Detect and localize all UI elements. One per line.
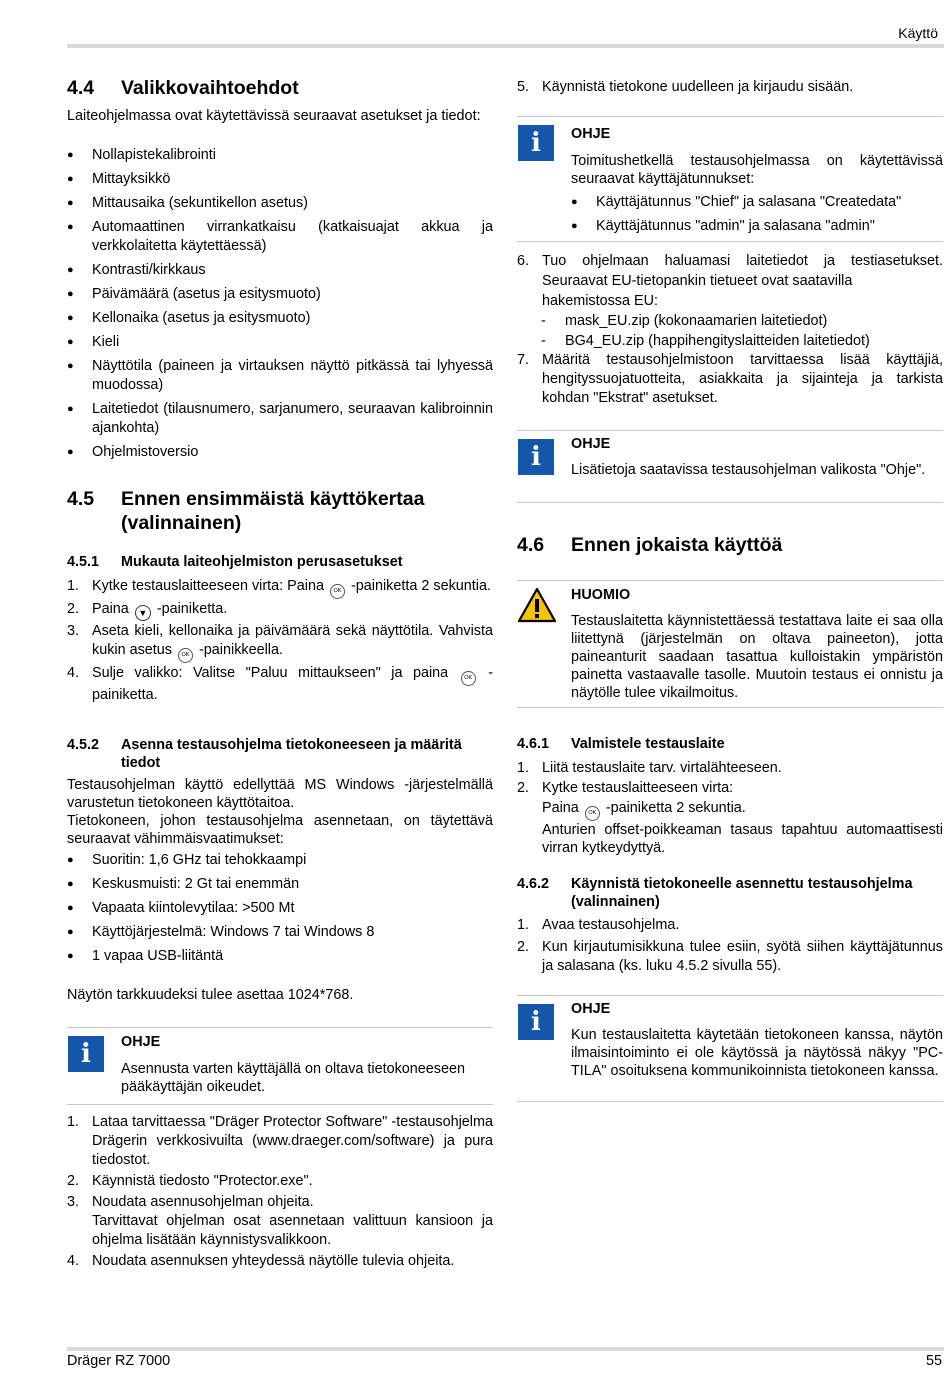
prepare-steps bbox=[517, 758, 943, 857]
note-box bbox=[517, 430, 943, 503]
note-box bbox=[67, 1027, 493, 1105]
list-item: ● Keskusmuisti: 2 Gt tai enemmän bbox=[67, 875, 493, 894]
ok-button-icon: OK bbox=[330, 584, 345, 599]
section-heading-4-5: 4.5 Ennen ensimmäistä käyttökertaa (valinnainen) bbox=[67, 488, 425, 534]
subsection-heading-4-6-1: 4.6.1 Valmistele testauslaite bbox=[517, 736, 725, 752]
file-item: - BG4_EU.zip (happihengityslaitteiden laitetiedot) bbox=[541, 333, 870, 349]
list-item: 4. Sulje valikko: Valitse "Paluu mittaukseen" ja paina OK -painiketta. bbox=[67, 665, 494, 703]
import-steps bbox=[517, 251, 943, 408]
install-steps bbox=[67, 1113, 493, 1271]
warning-title: HUOMIO bbox=[571, 587, 631, 603]
note-text: Lisätietoja saatavissa testausohjelman valikosta "Ohje". bbox=[571, 462, 926, 478]
info-icon: i bbox=[518, 439, 554, 475]
footer-rule bbox=[67, 1347, 944, 1351]
paragraph: Tietokoneen, johon testausohjelma asennetaan, on täytettävä seuraavat vähimmäisvaatimukset: bbox=[67, 813, 493, 847]
warning-icon bbox=[517, 587, 557, 623]
list-item: ● Mittausaika (sekuntikellon asetus) bbox=[67, 194, 493, 213]
warning-box bbox=[517, 580, 943, 708]
list-item: 1. Lataa tarvittaessa "Dräger Protector Software" -testausohjelma Drägerin verkkosivuilta (www.draeger.com/software) ja pura tiedostot. bbox=[67, 1114, 493, 1168]
note-text: Kun testauslaitetta käytetään tietokoneen kanssa, näytön ilmaisintoiminto ei ole käytössä ja näytössä näkyy "PC-TILA" osoituksena kommunikoinnista tietokoneen kanssa. bbox=[571, 1027, 943, 1079]
section-heading-4-4: 4.4 Valikkovaihtoehdot bbox=[67, 77, 299, 99]
warning-text: Testauslaitetta käynnistettäessä testattava laite ei saa olla liitettynä (järjestelmän on oltava paineeton), jotta paineanturit saadaan tasattua kulloistakin ympäristön painetta vastaavalle tasolle. Muutoin testaus ei onnistu ja näytölle tulee vikailmoitus. bbox=[571, 613, 943, 701]
note-box bbox=[517, 116, 943, 242]
note-box bbox=[517, 995, 943, 1102]
list-item-continuation: hakemistossa EU: bbox=[542, 293, 658, 309]
menu-options-list bbox=[67, 146, 493, 462]
footer-product: Dräger RZ 7000 bbox=[67, 1353, 171, 1369]
subsection-heading-4-6-2: 4.6.2 Käynnistä tietokoneelle asennettu testausohjelma (valinnainen) bbox=[517, 876, 913, 910]
file-item: - mask_EU.zip (kokonaamarien laitetiedot) bbox=[541, 313, 828, 329]
list-item-continuation: Paina OK -painiketta 2 sekuntia. bbox=[517, 798, 943, 821]
list-item: ● Käyttäjätunnus "admin" ja salasana "admin" bbox=[571, 217, 943, 236]
list-item: ● Mittayksikkö bbox=[67, 170, 493, 189]
info-icon: i bbox=[518, 1004, 554, 1040]
subsection-heading-4-5-2: 4.5.2 Asenna testausohjelma tietokoneeseen ja määritä tiedot bbox=[67, 737, 462, 771]
list-item: ● Vapaata kiintolevytilaa: >500 Mt bbox=[67, 899, 493, 918]
ok-button-icon: OK bbox=[585, 806, 600, 821]
list-item: 7. Määritä testausohjelmistoon tarvittaessa lisää käyttäjiä, hengityssuojatuotteita, asiakkaita ja sijainteja ja tarkista kohdan "Ekstrat" asetukset. bbox=[517, 352, 943, 406]
info-icon: i bbox=[518, 125, 554, 161]
list-item: 3. Aseta kieli, kellonaika ja päivämäärä sekä näyttötila. Vahvista kukin asetus OK -painikkeella. bbox=[67, 622, 493, 663]
list-item: 5. Käynnistä tietokone uudelleen ja kirjaudu sisään. bbox=[517, 79, 854, 95]
system-requirements-list bbox=[67, 851, 493, 966]
list-item: ● Näyttötila (paineen ja virtauksen näyttö pitkässä tai lyhyessä muodossa) bbox=[67, 357, 493, 395]
list-item: 6. Tuo ohjelmaan haluamasi laitetiedot ja testiasetukset. Seuraavat EU-tietopankin tietueet ovat saatavilla bbox=[517, 253, 943, 289]
resolution-text: Näytön tarkkuudeksi tulee asettaa 1024*768. bbox=[67, 987, 354, 1003]
ok-button-icon: OK bbox=[178, 648, 193, 663]
note-text: Asennusta varten käyttäjällä on oltava tietokoneeseen pääkäyttäjän oikeudet. bbox=[121, 1061, 466, 1095]
list-item: 1. Kytke testauslaitteeseen virta: Paina OK -painiketta 2 sekuntia. bbox=[67, 577, 493, 599]
list-item-continuation: Tarvittavat ohjelman osat asennetaan valittuun kansioon ja ohjelma lisätään käynnistysvalikkoon. bbox=[92, 1213, 493, 1248]
running-header: Käyttö bbox=[898, 25, 938, 41]
paragraph: Testausohjelman käyttö edellyttää MS Windows -järjestelmällä varustetun tietokoneen käyttötaitoa. bbox=[67, 777, 493, 811]
install-requirements-text bbox=[67, 776, 493, 848]
note-title: OHJE bbox=[571, 1001, 611, 1017]
note-text: Toimitushetkellä testausohjelmassa on käytettävissä seuraavat käyttäjätunnukset: bbox=[571, 153, 943, 187]
down-arrow-button-icon: ▼ bbox=[135, 605, 151, 621]
list-item: ● Kellonaika (asetus ja esitysmuoto) bbox=[67, 309, 493, 328]
info-icon: i bbox=[68, 1036, 104, 1072]
header-rule bbox=[67, 44, 944, 48]
list-item: 1. Avaa testausohjelma. bbox=[517, 917, 680, 933]
list-item: 2. Kytke testauslaitteeseen virta: bbox=[517, 780, 734, 796]
start-software-steps bbox=[517, 916, 943, 976]
page-number: 55 bbox=[925, 1353, 942, 1369]
note-title: OHJE bbox=[571, 436, 611, 452]
list-item: ● Kontrasti/kirkkaus bbox=[67, 261, 493, 280]
list-item: ● 1 vapaa USB-liitäntä bbox=[67, 947, 493, 966]
list-item: ● Nollapistekalibrointi bbox=[67, 146, 493, 165]
list-item: 2. Paina ▼ -painiketta. bbox=[67, 600, 493, 621]
list-item: ● Automaattinen virrankatkaisu (katkaisuajat akkua ja verkkolaitetta käytettäessä) bbox=[67, 218, 493, 256]
list-item: ● Käyttöjärjestelmä: Windows 7 tai Windows 8 bbox=[67, 923, 493, 942]
ok-button-icon: OK bbox=[461, 671, 476, 686]
section-heading-4-6: 4.6 Ennen jokaista käyttöä bbox=[517, 534, 783, 556]
list-item: ● Kieli bbox=[67, 333, 493, 352]
note-title: OHJE bbox=[121, 1034, 161, 1050]
list-item: ● Laitetiedot (tilausnumero, sarjanumero, seuraavan kalibroinnin ajankohta) bbox=[67, 400, 493, 438]
list-item: 2. Käynnistä tiedosto "Protector.exe". bbox=[67, 1173, 313, 1189]
list-item-continuation: Anturien offset-poikkeaman tasaus tapahtuu automaattisesti virran kytkeydyttyä. bbox=[542, 822, 943, 856]
right-column bbox=[517, 0, 943, 1079]
subsection-heading-4-5-1: 4.5.1 Mukauta laiteohjelmiston perusasetukset bbox=[67, 554, 403, 570]
list-item: 2. Kun kirjautumisikkuna tulee esiin, syötä siihen käyttäjätunnus ja salasana (ks. luku 4.5.2 sivulla 55). bbox=[517, 939, 943, 974]
list-item: ● Käyttäjätunnus "Chief" ja salasana "Createdata" bbox=[571, 193, 943, 212]
basic-settings-steps bbox=[67, 577, 493, 705]
note-title: OHJE bbox=[571, 126, 611, 142]
list-item: 1. Liitä testauslaite tarv. virtalähteeseen. bbox=[517, 760, 782, 776]
list-item: 3. Noudata asennusohjelman ohjeita. bbox=[67, 1194, 314, 1210]
list-item: 4. Noudata asennuksen yhteydessä näytölle tulevia ohjeita. bbox=[67, 1253, 455, 1269]
list-item: ● Päivämäärä (asetus ja esitysmuoto) bbox=[67, 285, 493, 304]
list-item: ● Ohjelmistoversio bbox=[67, 443, 493, 462]
section-intro: Laiteohjelmassa ovat käytettävissä seuraavat asetukset ja tiedot: bbox=[67, 108, 481, 124]
list-item: ● Suoritin: 1,6 GHz tai tehokkaampi bbox=[67, 851, 493, 870]
